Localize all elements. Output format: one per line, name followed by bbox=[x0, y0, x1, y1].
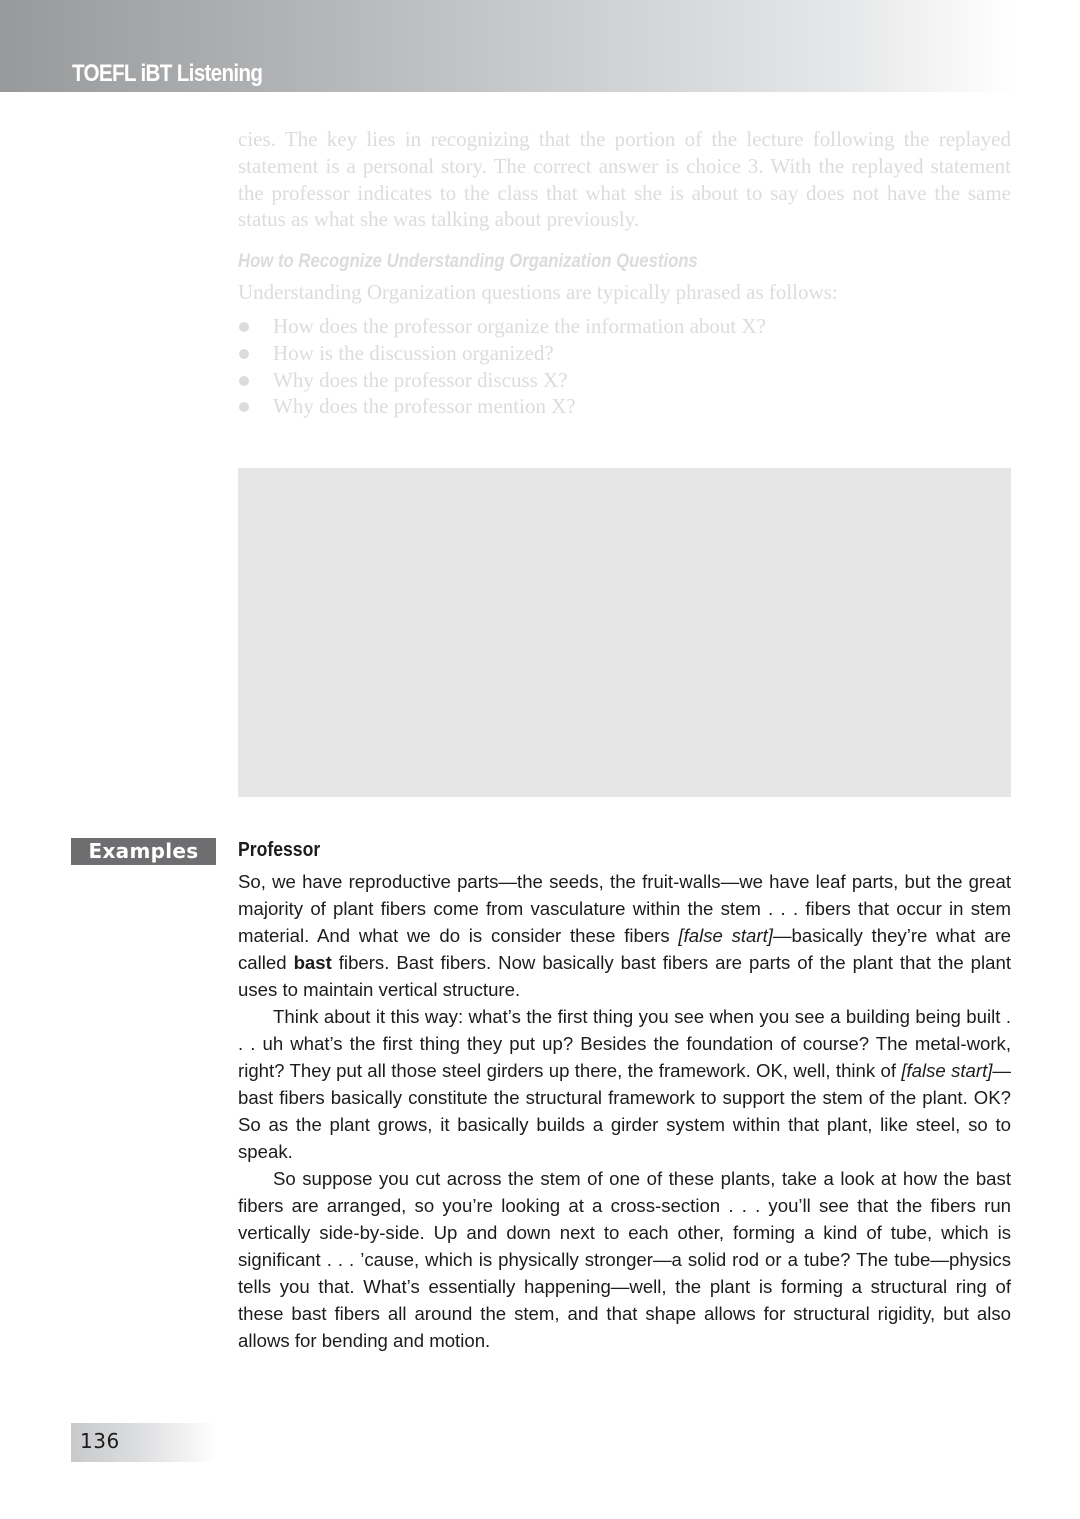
transcript-paragraph: So, we have reproductive parts—the seeds, the fruit-walls—we have leaf parts, but the great majority of plant fibers come from vasculature within the stem . . . fibers that occur in stem material. And what we do is consider these fibers [false start]—basically they’re what are called bast fibers. Bast fibers. Now basically bast fibers are parts of the plant that the plant uses to maintain vertical structure. bbox=[238, 871, 1011, 1000]
faded-paragraph-text: cies. The key lies in recognizing that the portion of the lecture following the replayed statement is a personal story. The correct answer is choice 3. With the replayed statement the professor indicates to the class that what she is about to say does not have the same status as what she was talking about previously. bbox=[238, 127, 1011, 232]
transcript-paragraph: Think about it this way: what’s the first thing you see when you see a building being built . . . uh what’s the first thing they put up? Besides the foundation of course? The metal-work, right? They put all those steel girders up there, the framework. OK, well, think of [false start]—bast fibers basically constitute the structural framework to support the stem of the plant. OK? So as the plant grows, it basically builds a girder system within that plant, like steel, so to speak. bbox=[238, 1006, 1011, 1162]
list-item: Why does the professor discuss X? bbox=[238, 367, 766, 394]
key-term: bast bbox=[293, 952, 332, 973]
examples-label: Examples bbox=[71, 838, 216, 865]
section-heading: How to Recognize Understanding Organization Questions bbox=[238, 251, 698, 272]
figure-placeholder bbox=[238, 468, 1011, 797]
bullet-icon bbox=[239, 402, 249, 412]
page-number: 136 bbox=[80, 1429, 120, 1453]
list-item: How is the discussion organized? bbox=[238, 340, 766, 367]
running-header-title: TOEFL iBT Listening bbox=[72, 60, 263, 87]
bullet-icon bbox=[239, 349, 249, 359]
list-item: Why does the professor mention X? bbox=[238, 393, 766, 420]
faded-paragraph bbox=[238, 126, 1011, 233]
question-phrasing-list bbox=[238, 313, 766, 420]
transcript-paragraph: So suppose you cut across the stem of one of these plants, take a look at how the bast fibers are arranged, so you’re looking at a cross-section . . . you’ll see that the fibers run vertically side-by-side. Up and down next to each other, forming a kind of tube, which is significant . . . ’cause, which is physically stronger—a solid rod or a tube? The tube—physics tells you that. What’s essentially happening—well, the plant is forming a structural ring of these bast fibers all around the stem, and that shape allows for structural rigidity, but also allows for bending and motion. bbox=[238, 1168, 1011, 1351]
bullet-icon bbox=[239, 376, 249, 386]
bullet-icon bbox=[239, 322, 249, 332]
section-intro: Understanding Organization questions are typically phrased as follows: bbox=[238, 280, 838, 304]
speaker-label: Professor bbox=[238, 839, 321, 861]
lecture-transcript bbox=[238, 868, 1011, 1354]
list-item: How does the professor organize the information about X? bbox=[238, 313, 766, 340]
